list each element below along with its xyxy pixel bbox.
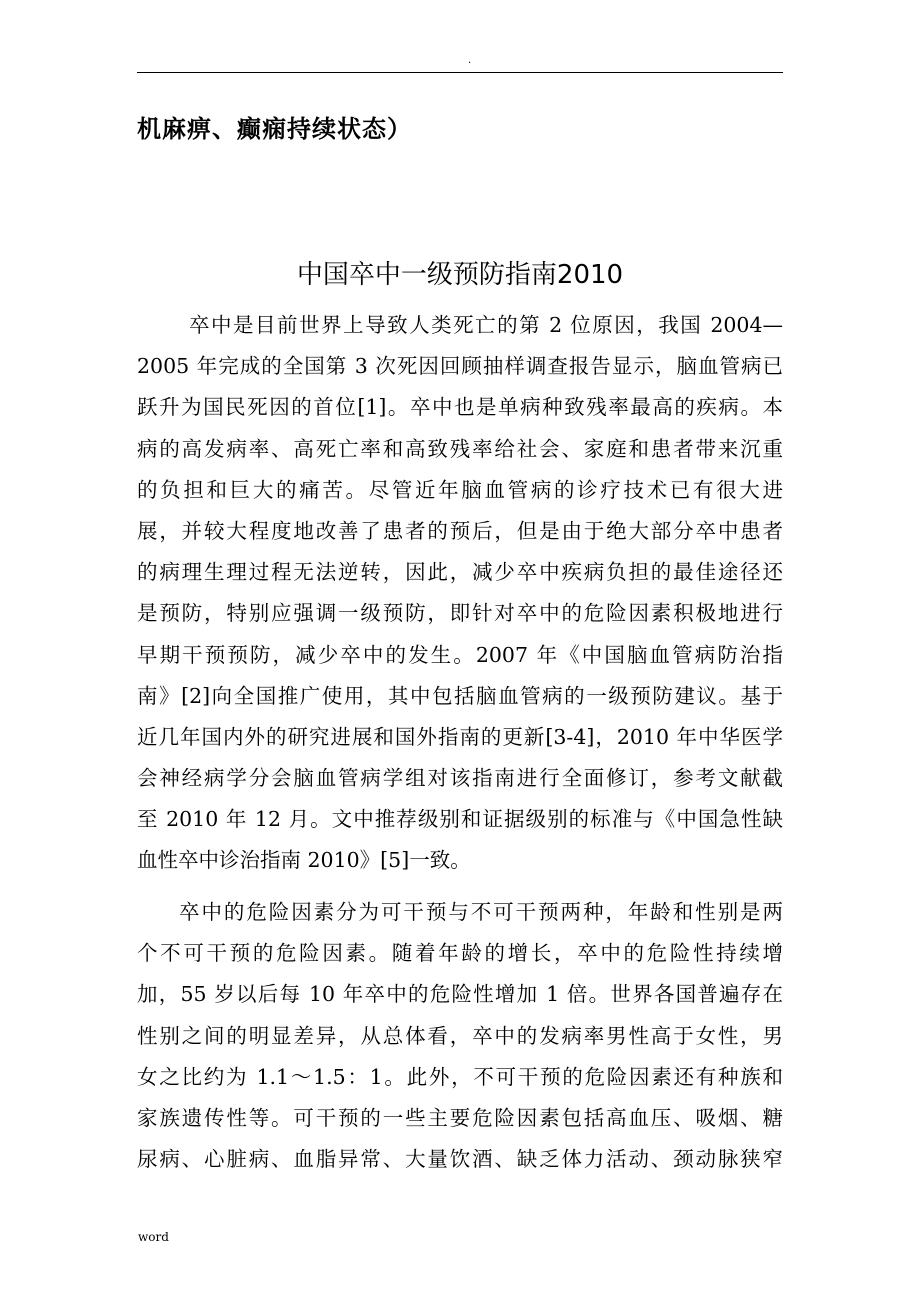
- paragraph-2-line: 女之比约为 1.1～1.5：1。此外，不可干预的危险因素还有种族和: [137, 1064, 783, 1089]
- paragraph-1-line: 近几年国内外的研究进展和国外指南的更新[3-4]，2010 年中华医学: [137, 724, 783, 749]
- paragraph-1-line: 至 2010 年 12 月。文中推荐级别和证据级别的标准与《中国急性缺: [137, 807, 783, 832]
- continued-heading: 机麻痹、癫痫持续状态）: [137, 115, 412, 143]
- paragraph-1-line: 展，并较大程度地改善了患者的预后，但是由于绝大部分卒中患者: [137, 518, 783, 543]
- paragraph-2-line: 家族遗传性等。可干预的一些主要危险因素包括高血压、吸烟、糖: [137, 1105, 783, 1130]
- paragraph-1-line: 2005 年完成的全国第 3 次死因回顾抽样调查报告显示，脑血管病已: [137, 354, 783, 379]
- paragraph-2-line: 个不可干预的危险因素。随着年龄的增长，卒中的危险性持续增: [137, 941, 783, 966]
- paragraph-1-line: 病的高发病率、高死亡率和高致残率给社会、家庭和患者带来沉重: [137, 436, 783, 461]
- paragraph-2-line: 尿病、心脏病、血脂异常、大量饮酒、缺乏体力活动、颈动脉狭窄: [137, 1147, 783, 1172]
- paragraph-2-line: 加，55 岁以后每 10 年卒中的危险性增加 1 倍。世界各国普遍存在: [137, 982, 783, 1007]
- paragraph-2-line: 卒中的危险因素分为可干预与不可干预两种，年龄和性别是两: [179, 900, 783, 924]
- paragraph-1-line: 是预防，特别应强调一级预防，即针对卒中的危险因素积极地进行: [137, 601, 783, 626]
- footer-label: word: [138, 1230, 169, 1244]
- header-dot: .: [468, 55, 472, 66]
- paragraph-1-line: 的负担和巨大的痛苦。尽管近年脑血管病的诊疗技术已有很大进: [137, 477, 783, 502]
- paragraph-2-line: 性别之间的明显差异，从总体看，卒中的发病率男性高于女性，男: [137, 1023, 783, 1048]
- paragraph-1-line: 早期干预预防，减少卒中的发生。2007 年《中国脑血管病防治指: [137, 642, 783, 667]
- paragraph-2: [137, 892, 783, 1180]
- header-rule: [137, 72, 783, 73]
- paragraph-1-line: 南》[2]向全国推广使用，其中包括脑血管病的一级预防建议。基于: [137, 683, 783, 708]
- paragraph-1-line: 卒中是目前世界上导致人类死亡的第 2 位原因，我国 2004—: [189, 313, 783, 337]
- document-title: 中国卒中一级预防指南2010: [296, 260, 624, 290]
- paragraph-1-line: 会神经病学分会脑血管病学组对该指南进行全面修订，参考文献截: [137, 766, 783, 791]
- paragraph-1-line: 跃升为国民死因的首位[1]。卒中也是单病种致残率最高的疾病。本: [137, 395, 783, 420]
- paragraph-1-line: 血性卒中诊治指南 2010》[5]一致。: [137, 848, 471, 873]
- paragraph-1: [137, 305, 783, 882]
- paragraph-1-line: 的病理生理过程无法逆转，因此，减少卒中疾病负担的最佳途径还: [137, 560, 783, 585]
